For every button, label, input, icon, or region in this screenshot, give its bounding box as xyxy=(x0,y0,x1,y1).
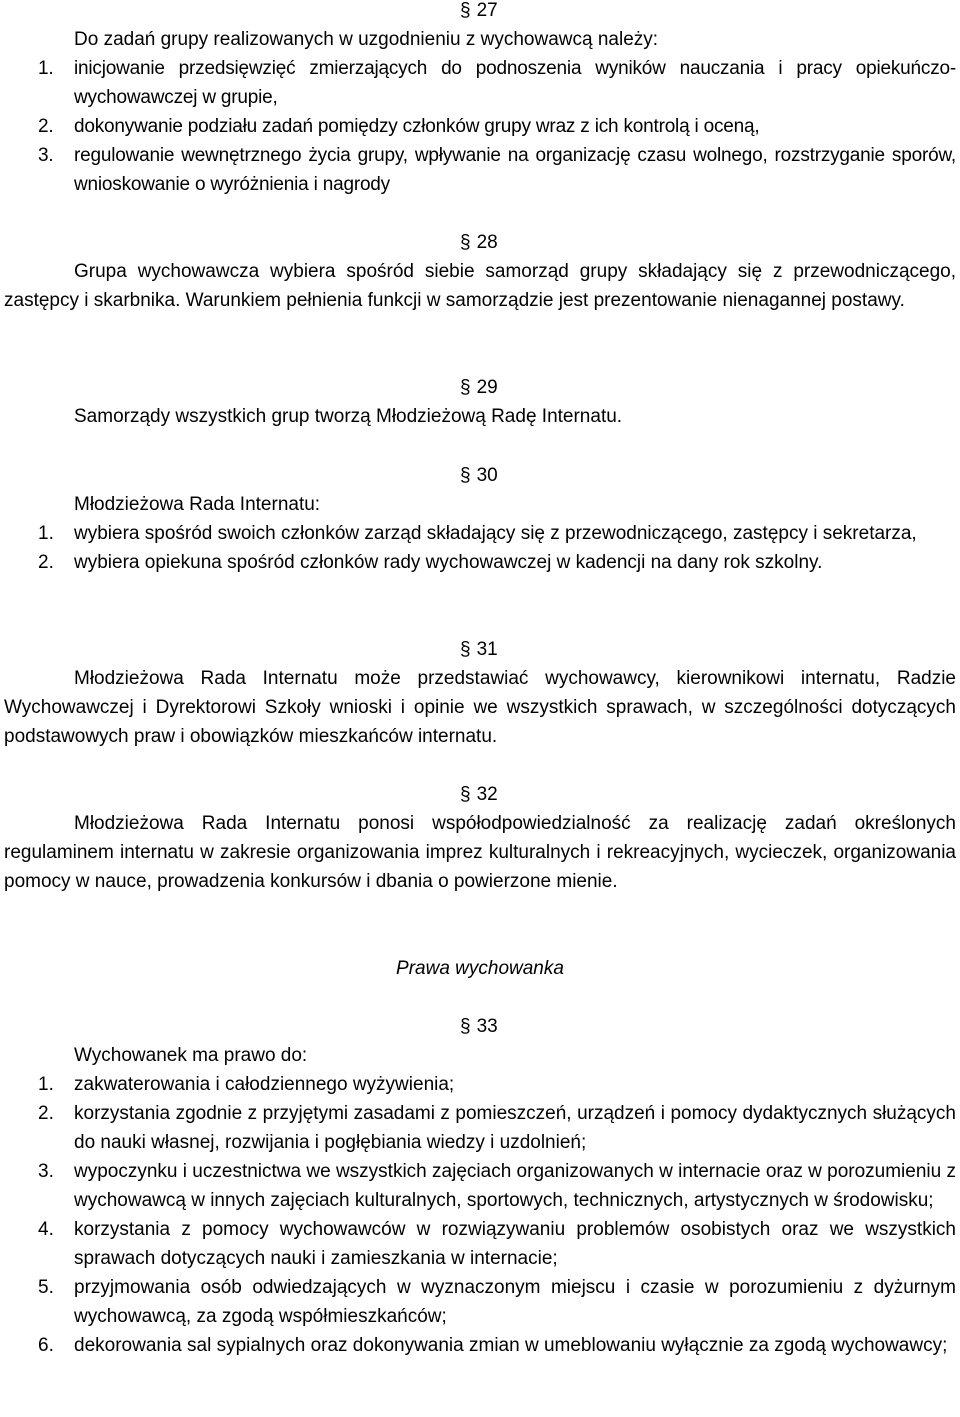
item-text: zakwaterowania i całodziennego wyżywienia; xyxy=(74,1074,455,1095)
section-32-paragraph: Młodzieżowa Rada Internatu ponosi współodpowiedzialność za realizację zadań określonych regulaminem internatu w zakresie organizowania imprez kulturalnych i rekreacyjnych, wycieczek, organizowania pomocy w nauce, prowadzenia konkursów i dbania o powierzone mienie. xyxy=(4,813,956,892)
item-number: 2. xyxy=(38,1103,54,1124)
item-number: 4. xyxy=(38,1219,54,1240)
section-number: 29 xyxy=(476,377,498,398)
item-text: wybiera spośród swoich członków zarząd składający się z przewodniczącego, zastępcy i sekretarza, xyxy=(74,523,917,544)
section-symbol: § xyxy=(460,0,471,21)
list-item xyxy=(0,519,956,548)
item-text: korzystania z pomocy wychowawców w rozwiązywaniu problemów osobistych oraz we wszystkich sprawach dotyczących nauki i zamieszkania w internacie; xyxy=(74,1219,956,1269)
item-number: 3. xyxy=(38,145,54,166)
section-number: 28 xyxy=(476,232,498,253)
list-item xyxy=(0,1070,956,1099)
section-number: 31 xyxy=(476,639,498,660)
list-item xyxy=(0,54,956,112)
item-text: inicjowanie przedsięwzięć zmierzających do podnoszenia wyników nauczania i pracy opiekuńczo-wychowawczej w grupie, xyxy=(74,58,956,108)
item-number: 1. xyxy=(38,523,54,544)
section-symbol: § xyxy=(460,465,471,486)
section-heading-30 xyxy=(460,461,498,490)
list-item xyxy=(0,141,956,199)
section-number: 30 xyxy=(476,465,498,486)
item-text: wypoczynku i uczestnictwa we wszystkich zajęciach organizowanych w internacie oraz w porozumieniu z wychowawcą w innych zajęciach kulturalnych, sportowych, technicznych, artystycznych w środowisku; xyxy=(74,1161,956,1211)
section-31-paragraph: Młodzieżowa Rada Internatu może przedstawiać wychowawcy, kierownikowi internatu, Radzie Wychowawczej i Dyrektorowi Szkoły wnioski i opinie we wszystkich sprawach, w szczególności dotyczących podstawowych praw i obowiązków mieszkańców internatu. xyxy=(4,668,956,747)
item-text: wybiera opiekuna spośród członków rady wychowawczej w kadencji na dany rok szkolny. xyxy=(74,552,823,573)
section-heading-28 xyxy=(460,228,498,257)
item-text: dekorowania sal sypialnych oraz dokonywania zmian w umeblowaniu wyłącznie za zgodą wychowawcy; xyxy=(74,1335,948,1356)
list-item xyxy=(0,1331,956,1360)
section-heading-32 xyxy=(460,780,498,809)
section-30-intro: Młodzieżowa Rada Internatu: xyxy=(74,494,321,515)
chapter-title: Prawa wychowanka xyxy=(396,958,564,979)
item-text: regulowanie wewnętrznego życia grupy, wpływanie na organizację czasu wolnego, rozstrzyganie sporów, wnioskowanie o wyróżnienia i nagrody xyxy=(74,145,956,195)
section-28-paragraph: Grupa wychowawcza wybiera spośród siebie samorząd grupy składający się z przewodniczącego, zastępcy i skarbnika. Warunkiem pełnienia funkcji w samorządzie jest prezentowanie nienagannej postawy. xyxy=(4,261,956,311)
section-33-intro: Wychowanek ma prawo do: xyxy=(74,1045,308,1066)
list-item xyxy=(0,112,956,141)
section-symbol: § xyxy=(460,639,471,660)
section-heading-27 xyxy=(460,0,498,25)
item-text: przyjmowania osób odwiedzających w wyznaczonym miejscu i czasie w porozumieniu z dyżurnym wychowawcą, za zgodą współmieszkańców; xyxy=(74,1277,956,1327)
item-text: dokonywanie podziału zadań pomiędzy członków grupy wraz z ich kontrolą i oceną, xyxy=(74,116,760,137)
section-27-intro: Do zadań grupy realizowanych w uzgodnieniu z wychowawcą należy: xyxy=(74,29,659,50)
item-number: 3. xyxy=(38,1161,54,1182)
item-number: 5. xyxy=(38,1277,54,1298)
item-number: 2. xyxy=(38,552,54,573)
section-symbol: § xyxy=(460,784,471,805)
section-heading-33 xyxy=(460,1012,498,1041)
section-number: 27 xyxy=(476,0,498,21)
section-33-list xyxy=(0,1070,956,1360)
item-text: korzystania zgodnie z przyjętymi zasadami z pomieszczeń, urządzeń i pomocy dydaktycznych służących do nauki własnej, rozwijania i pogłębiania wiedzy i uzdolnień; xyxy=(74,1103,956,1153)
item-number: 1. xyxy=(38,58,54,79)
list-item xyxy=(0,1157,956,1215)
section-symbol: § xyxy=(460,232,471,253)
section-heading-31 xyxy=(460,635,498,664)
list-item xyxy=(0,1273,956,1331)
list-item xyxy=(0,1099,956,1157)
section-29-paragraph: Samorządy wszystkich grup tworzą Młodzieżową Radę Internatu. xyxy=(74,406,623,427)
section-symbol: § xyxy=(460,1016,471,1037)
section-number: 32 xyxy=(476,784,498,805)
item-number: 1. xyxy=(38,1074,54,1095)
section-27-list xyxy=(0,54,956,199)
section-30-list xyxy=(0,519,956,577)
item-number: 6. xyxy=(38,1335,54,1356)
list-item xyxy=(0,1215,956,1273)
section-heading-29 xyxy=(460,373,498,402)
section-number: 33 xyxy=(476,1016,498,1037)
list-item xyxy=(0,548,956,577)
section-symbol: § xyxy=(460,377,471,398)
item-number: 2. xyxy=(38,116,54,137)
